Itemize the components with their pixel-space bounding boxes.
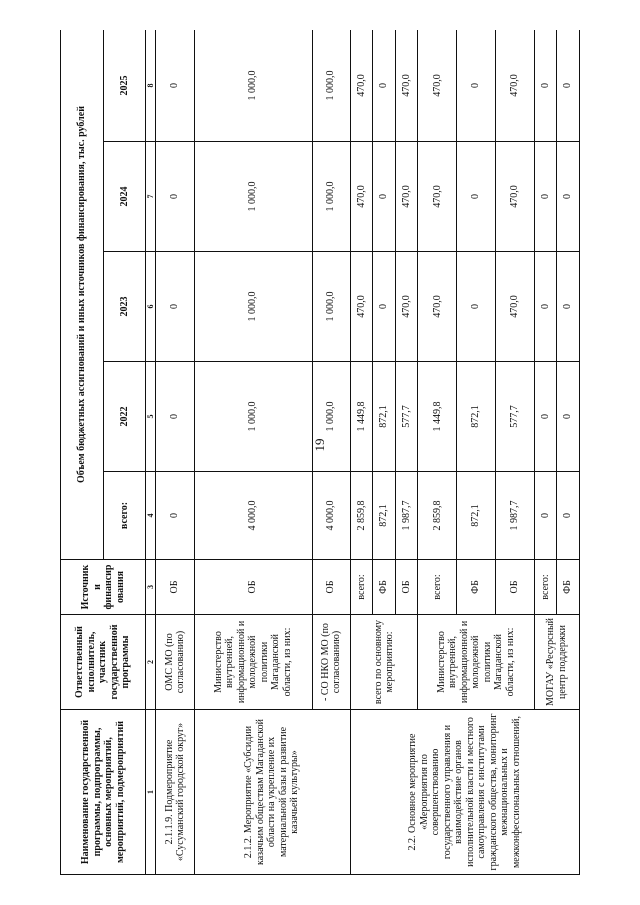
table-row [350,30,373,875]
item-source: ФБ [557,560,580,615]
header-name: Наименование государственной программы, подпрограммы, основных мероприятий, мероприятий, подмероприятий [61,710,146,875]
item-2022: 577,7 [395,362,418,472]
item-total: 1 987,7 [395,472,418,560]
item-2024: 1 000,0 [312,142,350,252]
item-2023: 470,0 [496,252,535,362]
item-2024: 470,0 [350,142,373,252]
item-2024: 0 [156,142,194,252]
item-2023: 0 [457,252,496,362]
index-cell: 2 [146,615,156,710]
item-2024: 0 [534,142,557,252]
item-2024: 0 [557,142,580,252]
rotated-page [60,30,580,875]
item-source: всего: [534,560,557,615]
item-source: ОБ [496,560,535,615]
header-2022: 2022 [103,362,146,472]
item-2025: 470,0 [350,30,373,142]
index-cell: 5 [146,362,156,472]
item-2025: 0 [534,30,557,142]
item-2023: 0 [534,252,557,362]
item-total: 872,1 [373,472,396,560]
item-executor: ОМС МО (по согласованию) [156,615,194,710]
header-row-1 [61,30,104,875]
item-executor: Министерство внутренней, информационной и молодежной политики Магаданской области, из них: [194,615,312,710]
item-source: всего: [418,560,457,615]
item-2022: 1 000,0 [194,362,312,472]
item-2023: 470,0 [395,252,418,362]
item-source: ОБ [156,560,194,615]
item-2023: 1 000,0 [312,252,350,362]
index-cell: 8 [146,30,156,142]
header-2023: 2023 [103,252,146,362]
item-total: 2 859,8 [350,472,373,560]
item-2022: 0 [557,362,580,472]
index-cell: 6 [146,252,156,362]
item-2023: 470,0 [418,252,457,362]
item-2024: 0 [373,142,396,252]
rotated-content [60,30,580,875]
item-2022: 872,1 [457,362,496,472]
item-total: 4 000,0 [194,472,312,560]
item-2025: 470,0 [418,30,457,142]
item-source: ФБ [373,560,396,615]
header-executor: Ответственный исполнитель, участник государственной программы [61,615,146,710]
item-total: 1 987,7 [496,472,535,560]
index-cell: 1 [146,710,156,875]
header-2024: 2024 [103,142,146,252]
item-2025: 470,0 [496,30,535,142]
item-2025: 0 [156,30,194,142]
item-2022: 0 [156,362,194,472]
item-2025: 1 000,0 [312,30,350,142]
item-2025: 0 [373,30,396,142]
financing-table [60,30,580,875]
item-total: 4 000,0 [312,472,350,560]
item-2022: 1 449,8 [350,362,373,472]
item-2023: 470,0 [350,252,373,362]
item-2022: 577,7 [496,362,535,472]
table-row [194,30,312,875]
item-2024: 470,0 [418,142,457,252]
item-2023: 0 [373,252,396,362]
item-name: 2.1.2. Мероприятие «Субсидии казачьим обществам Магаданской области на укрепление их материальной базы и развитие казачьей культуры» [194,710,350,875]
item-source: ОБ [194,560,312,615]
item-2025: 0 [457,30,496,142]
item-2024: 0 [457,142,496,252]
item-2025: 470,0 [395,30,418,142]
item-2024: 470,0 [395,142,418,252]
item-2022: 1 449,8 [418,362,457,472]
item-2024: 1 000,0 [194,142,312,252]
item-source: ФБ [457,560,496,615]
item-name: 2.2. Основное мероприятие «Мероприятия по совершенствованию государственного управления и взаимодействие органов исполнительной власти и местного самоуправления с институтами гражданского общества, мониторинг межнациональных и межконфессиональных отношений, [350,710,579,875]
item-2023: 0 [156,252,194,362]
item-executor: Министерство внутренней, информационной и молодежной политики Магаданской области, из них: [418,615,535,710]
header-total: всего: [103,472,146,560]
index-cell: 4 [146,472,156,560]
header-volume: Объем бюджетных ассигнований и иных источников финансирования, тыс. рублей [61,30,104,560]
item-source: ОБ [395,560,418,615]
item-2024: 470,0 [496,142,535,252]
page-number: 19 [312,438,327,452]
item-2025: 0 [557,30,580,142]
item-executor: всего по основному мероприятию: [350,615,418,710]
item-2025: 1 000,0 [194,30,312,142]
table-row [156,30,194,875]
item-2022: 0 [534,362,557,472]
item-total: 0 [534,472,557,560]
item-executor: - СО НКО МО (по согласованию) [312,615,350,710]
header-source: Источники финансирования [61,560,146,615]
item-total: 2 859,8 [418,472,457,560]
item-source: всего: [350,560,373,615]
index-row [146,30,156,875]
index-cell: 3 [146,560,156,615]
index-cell: 7 [146,142,156,252]
item-total: 0 [156,472,194,560]
item-2023: 1 000,0 [194,252,312,362]
item-total: 872,1 [457,472,496,560]
item-executor: МОГАУ «Ресурсный центр поддержки [534,615,579,710]
item-2022: 872,1 [373,362,396,472]
header-2025: 2025 [103,30,146,142]
item-2023: 0 [557,252,580,362]
item-source: ОБ [312,560,350,615]
item-name: 2.1.1.9. Подмероприятие «Сусуманский городской округ» [156,710,194,875]
item-total: 0 [557,472,580,560]
item-2022: 1 000,0 [312,362,350,472]
